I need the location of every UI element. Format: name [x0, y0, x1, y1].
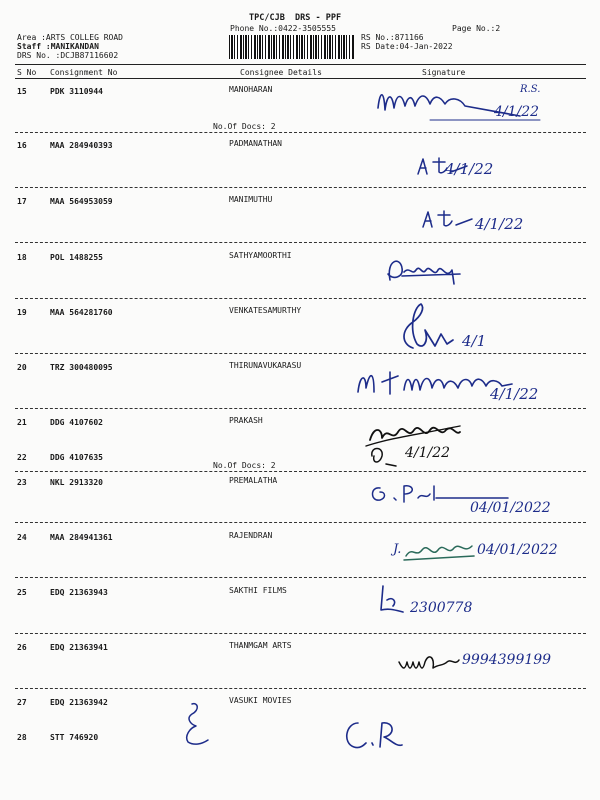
row-15-docs: No.Of Docs: 2 — [213, 122, 276, 131]
row-17-consignment: MAA 564953059 — [50, 197, 113, 206]
signature-row-19 — [395, 300, 465, 355]
column-signature: Signature — [422, 68, 466, 77]
row-20-sno: 20 — [17, 363, 27, 372]
row-18-consignee: SATHYAMOORTHI — [229, 251, 292, 260]
signature-row-20 — [352, 362, 582, 407]
header-rule — [15, 64, 586, 65]
row-21-sno: 21 — [17, 418, 27, 427]
row-21-docs: No.Of Docs: 2 — [213, 461, 276, 470]
row-24-consignee: RAJENDRAN — [229, 531, 273, 540]
row-divider — [15, 577, 586, 578]
row-23-sno: 23 — [17, 478, 27, 487]
row-divider — [15, 353, 586, 354]
column-consignee: Consignee Details — [240, 68, 322, 77]
handwritten-date-24: 04/01/2022 — [477, 542, 558, 558]
column-consignment: Consignment No — [50, 68, 118, 77]
row-divider — [15, 242, 586, 243]
row-22-sno: 22 — [17, 453, 27, 462]
signature-row-27 — [178, 700, 228, 750]
row-17-sno: 17 — [17, 197, 27, 206]
row-divider — [15, 298, 586, 299]
row-divider — [15, 471, 586, 472]
row-25-sno: 25 — [17, 588, 27, 597]
row-21-consignment: DDG 4107602 — [50, 418, 103, 427]
row-17-consignee: MANIMUTHU — [229, 195, 273, 204]
rs-date: RS Date:04-Jan-2022 — [361, 42, 453, 51]
row-20-consignee: THIRUNAVUKARASU — [229, 361, 302, 370]
row-27-consignment: EDQ 21363942 — [50, 698, 108, 707]
row-16-sno: 16 — [17, 141, 27, 150]
row-divider — [15, 522, 586, 523]
handwritten-date-19: 4/1 — [462, 332, 487, 350]
handwritten-initial-24: J. — [393, 542, 402, 557]
row-18-consignment: POL 1488255 — [50, 253, 103, 262]
signature-row-24 — [402, 536, 482, 564]
row-divider — [15, 132, 586, 133]
column-header-rule — [15, 78, 586, 79]
row-15-consignee: MANOHARAN — [229, 85, 273, 94]
staff-label: Staff :MANIKANDAN — [17, 42, 99, 51]
row-20-consignment: TRZ 300480095 — [50, 363, 113, 372]
row-15-consignment: PDK 3110944 — [50, 87, 103, 96]
row-divider — [15, 633, 586, 634]
row-26-consignee: THANMGAM ARTS — [229, 641, 292, 650]
row-27-consignee: VASUKI MOVIES — [229, 696, 292, 705]
row-19-sno: 19 — [17, 308, 27, 317]
handwritten-rs: R.S. — [520, 84, 541, 95]
rs-number: RS No.:871166 — [361, 33, 424, 42]
handwritten-date-22: 4/1/22 — [405, 445, 451, 461]
row-divider — [15, 408, 586, 409]
row-18-sno: 18 — [17, 253, 27, 262]
page-number: Page No.:2 — [452, 24, 501, 33]
row-16-consignee: PADMANATHAN — [229, 139, 282, 148]
signature-row-17 — [420, 207, 480, 237]
barcode — [229, 35, 354, 59]
row-19-consignment: MAA 564281760 — [50, 308, 113, 317]
column-sno: S No — [17, 68, 37, 77]
row-23-consignee: PREMALATHA — [229, 476, 278, 485]
row-23-consignment: NKL 2913320 — [50, 478, 103, 487]
row-24-consignment: MAA 284941361 — [50, 533, 113, 542]
row-divider — [15, 688, 586, 689]
handwritten-number-26: 9994399199 — [462, 652, 552, 668]
handwritten-date-23: 04/01/2022 — [470, 500, 551, 516]
handwritten-date-17: 4/1/22 — [475, 215, 524, 233]
row-25-consignee: SAKTHI FILMS — [229, 586, 287, 595]
row-28-sno: 28 — [17, 733, 27, 742]
row-27-sno: 27 — [17, 698, 27, 707]
row-21-consignee: PRAKASH — [229, 416, 263, 425]
handwritten-date-20: 4/1/22 — [490, 385, 539, 403]
row-24-sno: 24 — [17, 533, 27, 542]
row-19-consignee: VENKATESAMURTHY — [229, 306, 302, 315]
row-26-sno: 26 — [17, 643, 27, 652]
document-title: TPC/CJB DRS - PPF — [249, 13, 342, 23]
handwritten-number-25: 2300778 — [410, 600, 473, 616]
drs-number: DRS No. :DCJB87116602 — [17, 51, 119, 60]
signature-row-18 — [382, 250, 492, 290]
area-label: Area :ARTS COLLEG ROAD — [17, 33, 123, 42]
row-16-consignment: MAA 284940393 — [50, 141, 113, 150]
row-22-consignment: DDG 4107635 — [50, 453, 103, 462]
handwritten-date-16: 4/1/22 — [445, 160, 494, 178]
row-divider — [15, 187, 586, 188]
handwritten-date-15: 4/1/22 — [494, 104, 540, 120]
row-28-consignment: STT 746920 — [50, 733, 99, 742]
signature-row-28 — [340, 715, 420, 755]
phone-number: Phone No.:0422-3505555 — [230, 24, 336, 33]
row-15-sno: 15 — [17, 87, 27, 96]
row-25-consignment: EDQ 21363943 — [50, 588, 108, 597]
row-26-consignment: EDQ 21363941 — [50, 643, 108, 652]
